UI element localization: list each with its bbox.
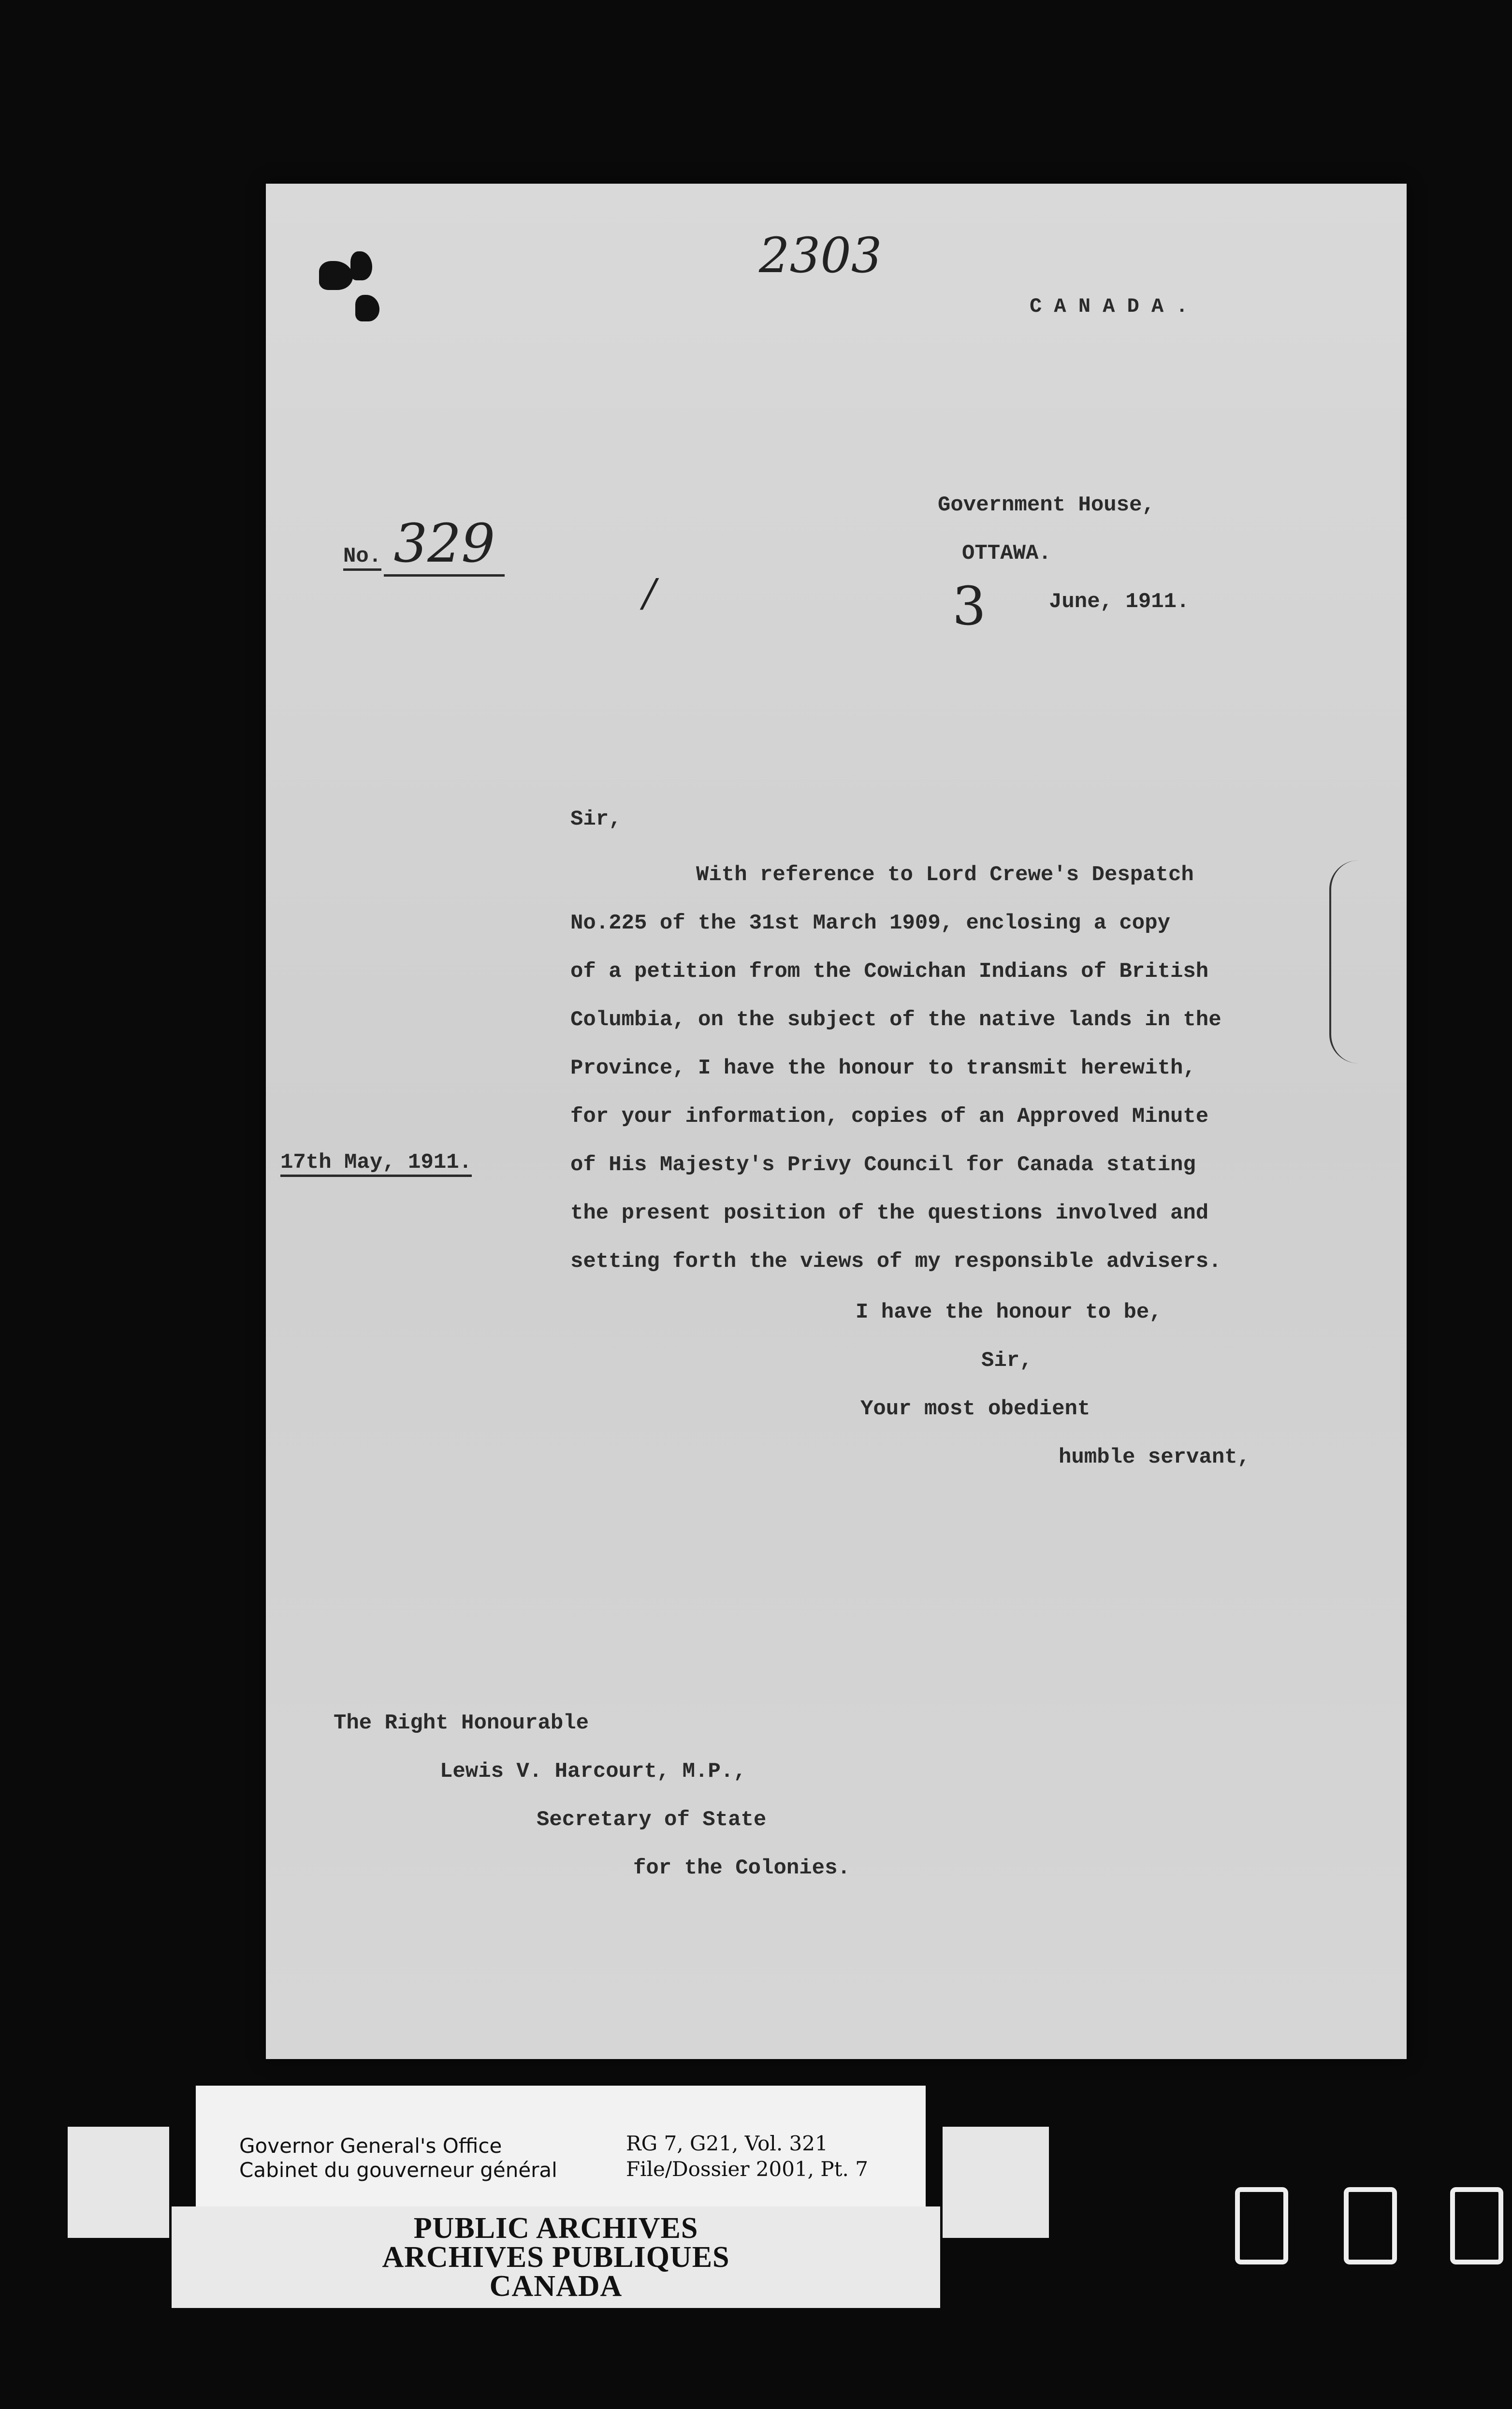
stamp-line-2: ARCHIVES PUBLIQUES: [382, 2241, 730, 2274]
file-reference: File/Dossier 2001, Pt. 7: [626, 2157, 868, 2181]
despatch-number: [343, 512, 505, 574]
stamp-line-1: PUBLIC ARCHIVES: [413, 2212, 698, 2245]
closing-line-2: Sir,: [981, 1349, 1032, 1373]
handwritten-mark: /: [643, 570, 656, 615]
public-archives-stamp: [172, 2206, 940, 2308]
date-day: 3: [952, 575, 986, 637]
record-group-reference: RG 7, G21, Vol. 321: [626, 2132, 828, 2155]
label-side-tab: [68, 2127, 169, 2238]
closing-line-1: I have the honour to be,: [856, 1300, 1162, 1324]
number-prefix: No.: [343, 544, 381, 571]
body-line-8: the present position of the questions involved and: [570, 1201, 1209, 1225]
ink-blot-icon: [350, 251, 372, 280]
frame-counter-digit: [1450, 2187, 1503, 2264]
stamp-line-3: CANADA: [489, 2270, 623, 2303]
label-side-tab: [943, 2127, 1049, 2238]
address-line-1: Government House,: [938, 493, 1155, 517]
frame-counter-digit: [1235, 2187, 1288, 2264]
closing-line-3: Your most obedient: [860, 1397, 1090, 1421]
body-line-6: for your information, copies of an Approved Minute: [570, 1104, 1209, 1129]
handwritten-reference-number: 2303: [759, 227, 882, 284]
office-english: Governor General's Office: [239, 2134, 502, 2158]
number-value: 329: [384, 512, 505, 577]
country-heading: C A N A D A .: [1030, 295, 1188, 318]
body-line-2: No.225 of the 31st March 1909, enclosing a copy: [570, 911, 1171, 935]
frame-counter-digit: [1344, 2187, 1397, 2264]
office-french: Cabinet du gouverneur général: [239, 2158, 557, 2182]
margin-bracket-icon: [1329, 860, 1370, 1063]
body-line-1: With reference to Lord Crewe's Despatch: [696, 863, 1194, 887]
body-line-3: of a petition from the Cowichan Indians of British: [570, 959, 1209, 984]
salutation: Sir,: [570, 807, 622, 831]
recipient-line-1: The Right Honourable: [334, 1711, 589, 1735]
ink-blot-icon: [355, 295, 379, 321]
recipient-line-2: Lewis V. Harcourt, M.P.,: [440, 1759, 746, 1784]
body-line-7: of His Majesty's Privy Council for Canada stating: [570, 1153, 1196, 1177]
address-line-2: OTTAWA.: [962, 541, 1051, 566]
archive-reference-label: [196, 2086, 926, 2206]
document-page: [266, 184, 1407, 2059]
body-line-5: Province, I have the honour to transmit herewith,: [570, 1056, 1196, 1080]
recipient-line-4: for the Colonies.: [633, 1856, 850, 1880]
recipient-line-3: Secretary of State: [537, 1808, 767, 1832]
body-line-9: setting forth the views of my responsible advisers.: [570, 1249, 1221, 1274]
body-line-4: Columbia, on the subject of the native lands in the: [570, 1008, 1221, 1032]
date-month-year: June, 1911.: [1049, 590, 1190, 614]
closing-line-4: humble servant,: [1059, 1445, 1250, 1469]
ink-blot-icon: [319, 261, 353, 290]
margin-date-note: 17th May, 1911.: [280, 1150, 472, 1177]
